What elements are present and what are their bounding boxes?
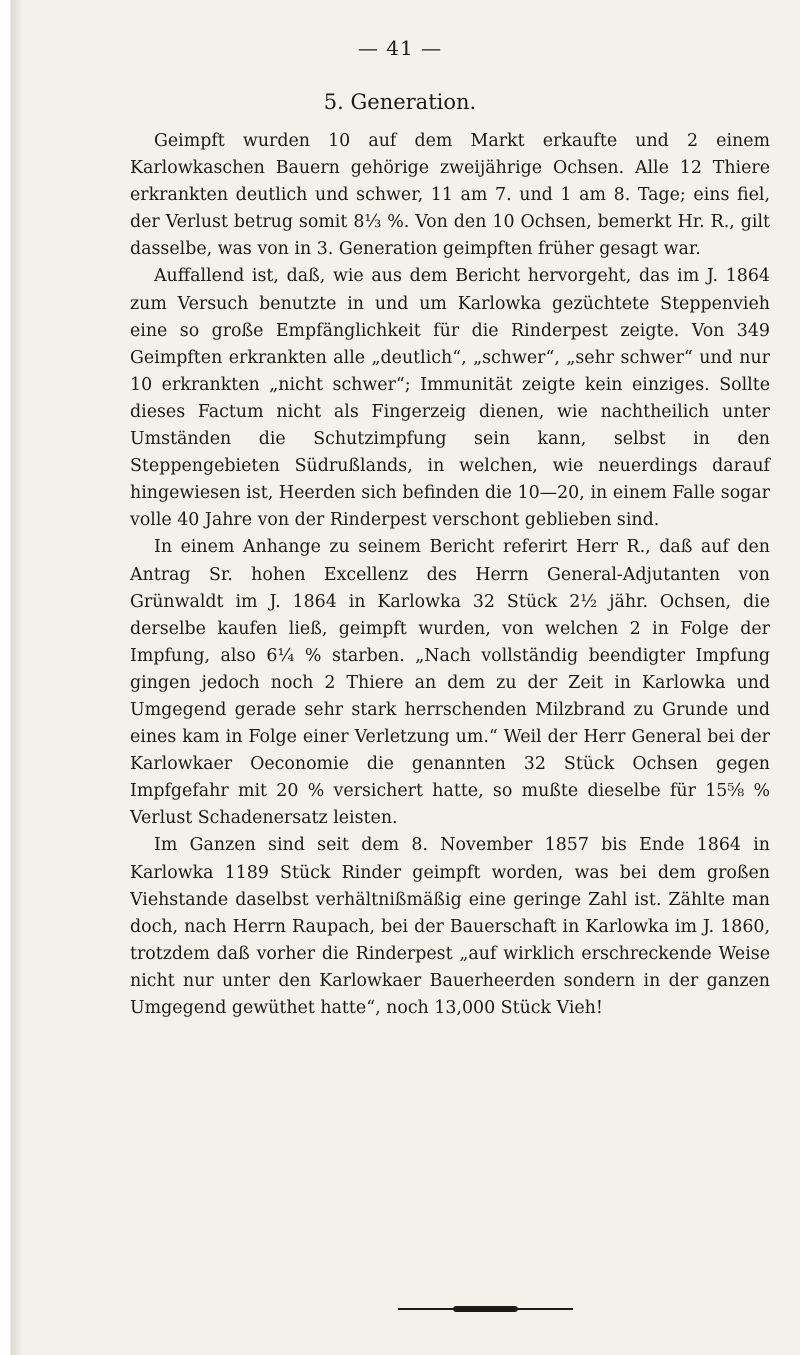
end-ornament-rule <box>398 1306 573 1312</box>
page-number: — 41 — <box>357 36 443 60</box>
paragraph: Im Ganzen sind seit dem 8. November 1857 bis Ende 1864 in Karlowka 1189 Stück Rinder geimpft worden, was bei dem großen Viehstande daselbst verhältnißmäßig eine geringe Zahl ist. Zählte man doch, nach Herrn Raupach, bei der Bauerschaft in Karlowka im J. 1860, trotzdem daß vorher die Rinderpest „auf wirklich erschreckende Weise nicht nur unter den Karlowkaer Bauerheerden sondern in der ganzen Umgegend gewüthet hatte“, noch 13,000 Stück Vieh! <box>130 835 770 1018</box>
page-edge <box>0 0 22 1355</box>
paragraph: Auffallend ist, daß, wie aus dem Bericht hervorgeht, das im J. 1864 zum Versuch benutzte in und um Karlowka gezüchtete Steppenvieh eine so große Empfänglichkeit für die Rinderpest zeigte. Von 349 Geimpften erkrankten alle „deutlich“, „schwer“, „sehr schwer“ und nur 10 erkrankten „nicht schwer“; Immunität zeigte kein einziges. Sollte dieses Factum nicht als Fingerzeig dienen, wie nachtheilich unter Umständen die Schutzimpfung sein kann, selbst in den Steppengebieten Südrußlands, in welchen, wie neuerdings darauf hingewiesen ist, Heerden sich befinden die 10—20, in einem Falle sogar volle 40 Jahre von der Rinderpest verschont geblieben sind. <box>130 266 770 531</box>
section-heading: 5. Generation. <box>323 90 477 114</box>
paragraph: In einem Anhange zu seinem Bericht referirt Herr R., daß auf den Antrag Sr. hohen Excellenz des Herrn General-Adjutanten von Grünwaldt im J. 1864 in Karlowka 32 Stück 2½ jähr. Ochsen, die derselbe kaufen ließ, geimpft wurden, von welchen 2 in Folge der Impfung, also 6¼ % starben. „Nach vollständig beendigter Impfung gingen jedoch noch 2 Thiere an dem zu der Zeit in Karlowka und Umgegend gerade sehr stark herrschenden Milzbrand zu Grunde und eines kam in Folge einer Verletzung um.“ Weil der Herr General bei der Karlowkaer Oeconomie die genannten 32 Stück Ochsen gegen Impfgefahr mit 20 % versichert hatte, so mußte dieselbe für 15⅝ % Verlust Schadenersatz leisten. <box>130 537 770 829</box>
body-text <box>130 128 770 1022</box>
paragraph: Geimpft wurden 10 auf dem Markt erkaufte und 2 einem Karlowkaschen Bauern gehörige zweijährige Ochsen. Alle 12 Thiere erkrankten deutlich und schwer, 11 am 7. und 1 am 8. Tage; eins fiel, der Verlust betrug somit 8⅓ %. Von den 10 Ochsen, bemerkt Hr. R., gilt dasselbe, was von in 3. Generation geimpften früher gesagt war. <box>130 131 770 260</box>
rule-ornament <box>453 1306 518 1312</box>
